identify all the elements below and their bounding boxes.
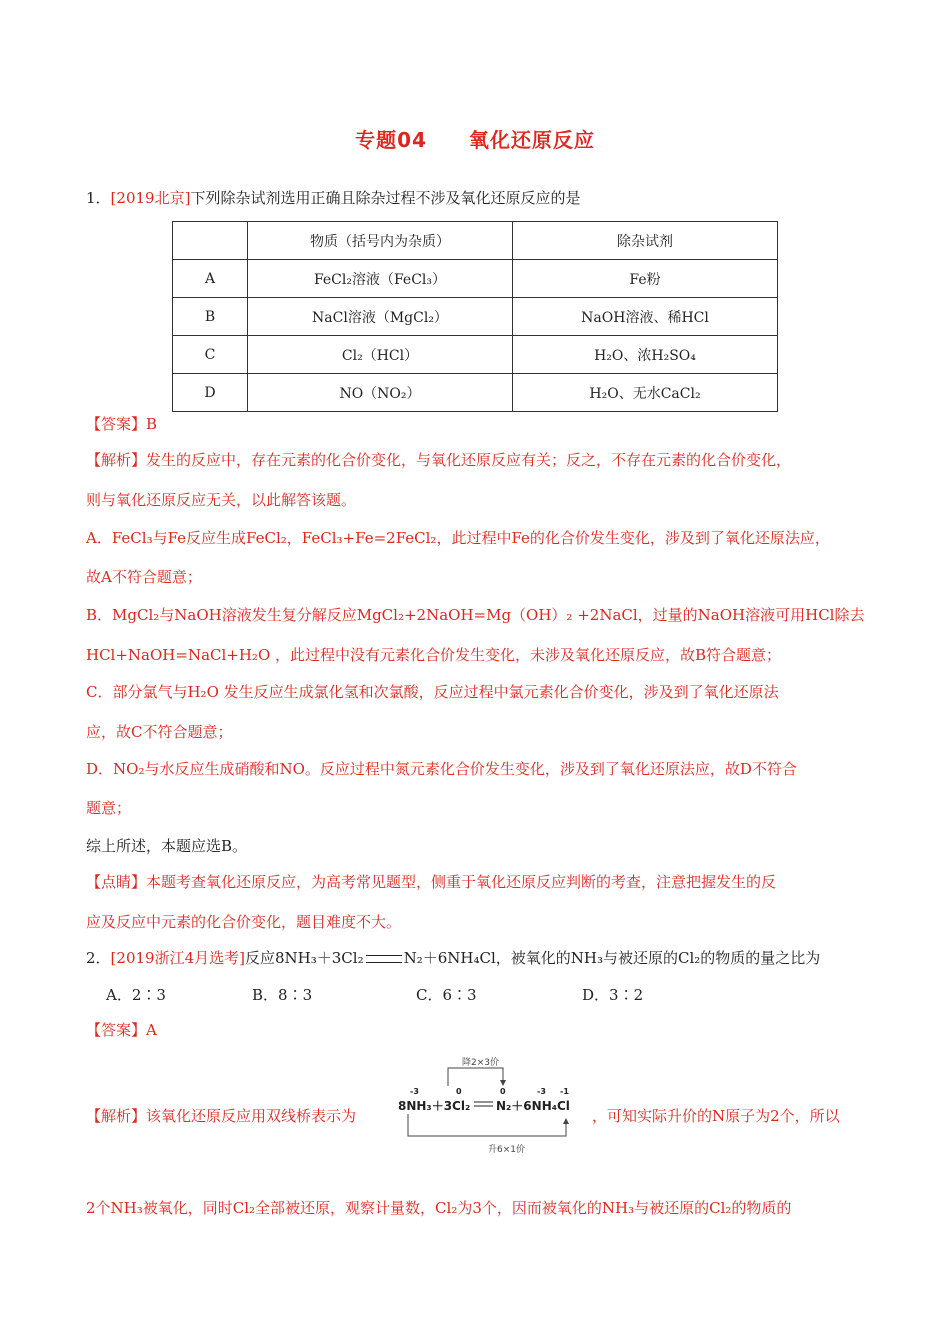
question-number: 2． — [86, 949, 111, 967]
ox-state-n: -3 — [410, 1087, 419, 1096]
option-a: A．2∶3 — [106, 986, 166, 1004]
ox-state-n-product: -3 — [537, 1087, 546, 1096]
table-header-cell — [173, 222, 248, 260]
reaction-equals-sign — [366, 955, 402, 963]
equation-right: N₂＋6NH₄Cl — [496, 1099, 570, 1113]
ox-state-cl: 0 — [456, 1087, 462, 1096]
answer-line-2 — [86, 1020, 157, 1040]
table-cell-substance: FeCl₂溶液（FeCl₃） — [248, 260, 513, 298]
comment-text: 本题考查氧化还原反应，为高考常见题型，侧重于氧化还原反应判断的考查，注意把握发生的反 — [146, 873, 777, 891]
option-a-explanation-cont: 故A不符合题意； — [86, 568, 202, 586]
comment-line-2: 应及反应中元素的化合价变化，题目难度不大。 — [86, 913, 402, 931]
table-cell-label: A — [173, 260, 248, 298]
comment-tag: 【点睛】 — [86, 873, 147, 891]
analysis-tag: 【解析】 — [86, 1107, 147, 1125]
analysis-line-q2-cont: ，可知实际升价的N原子为2个，所以 — [592, 1107, 840, 1125]
option-c-explanation-cont: 应，故C不符合题意； — [86, 723, 233, 741]
reduction-arrow-head — [500, 1080, 506, 1086]
summary: 综上所述，本题应选B。 — [86, 837, 248, 855]
table-cell-label: C — [173, 336, 248, 374]
oxidation-bracket — [408, 1114, 566, 1136]
table-cell-label: B — [173, 298, 248, 336]
table-header-row — [173, 222, 778, 260]
analysis-text: 发生的反应中，存在元素的化合价变化，与氧化还原反应有关；反之，不存在元素的化合价变化， — [146, 451, 792, 469]
redox-bridge-diagram — [396, 1056, 578, 1156]
question-text-part2: N₂＋6NH₄Cl，被氧化的NH₃与被还原的Cl₂的物质的量之比为 — [403, 949, 821, 967]
option-b-explanation-cont: HCl+NaOH=NaCl+H₂O ，此过程中没有元素化合价发生变化，未涉及氧化还原反应，故B符合题意； — [86, 646, 782, 664]
table-cell-reagent: Fe粉 — [513, 260, 778, 298]
reduction-label: 降2×3价 — [462, 1058, 499, 1068]
option-d-explanation-cont: 题意； — [86, 799, 132, 817]
answer-tag: 【答案】 — [86, 415, 147, 433]
table-row — [173, 298, 778, 336]
table-cell-substance: NO（NO₂） — [248, 374, 513, 412]
table-row — [173, 260, 778, 298]
ox-state-cl-product: -1 — [560, 1087, 569, 1096]
ox-state-n2: 0 — [500, 1087, 506, 1096]
table-cell-substance: Cl₂（HCl） — [248, 336, 513, 374]
table-cell-reagent: H₂O、无水CaCl₂ — [513, 374, 778, 412]
options-table — [172, 221, 778, 412]
question-source: [2019北京] — [110, 189, 191, 207]
comment-line-1 — [86, 872, 776, 892]
answer-line — [86, 414, 157, 434]
oxidation-label: 升6×1价 — [488, 1145, 525, 1155]
option-d-explanation: D．NO₂与水反应生成硝酸和NO。反应过程中氮元素化合价发生变化，涉及到了氧化还原法应，故D不符合 — [86, 760, 797, 778]
option-b-explanation: B．MgCl₂与NaOH溶液发生复分解反应MgCl₂+2NaOH=Mg（OH）₂ +2NaCl，过量的NaOH溶液可用HCl除去 — [86, 606, 865, 624]
analysis-line-q2 — [86, 1106, 356, 1126]
analysis-line-1 — [86, 450, 791, 470]
option-a-explanation: A．FeCl₃与Fe反应生成FeCl₂，FeCl₃+Fe=2FeCl₂，此过程中Fe的化合价发生变化，涉及到了氧化还原法应， — [86, 529, 830, 547]
answer-tag: 【答案】 — [86, 1021, 147, 1039]
option-d: D．3∶2 — [582, 986, 644, 1004]
table-header-cell: 除杂试剂 — [513, 222, 778, 260]
question-text-part1: 反应8NH₃＋3Cl₂ — [244, 949, 364, 967]
page-title: 专题04 氧化还原反应 — [355, 128, 595, 152]
question-2-stem — [86, 948, 820, 968]
reduction-bracket — [448, 1068, 503, 1086]
answer-value: A — [146, 1021, 157, 1039]
equation-left: 8NH₃＋3Cl₂ — [398, 1099, 471, 1113]
question-source: [2019浙江4月选考] — [110, 949, 245, 967]
equation-equals — [474, 1102, 493, 1106]
question-1-stem — [86, 188, 580, 208]
option-b: B．8∶3 — [252, 986, 313, 1004]
table-cell-label: D — [173, 374, 248, 412]
table-cell-substance: NaCl溶液（MgCl₂） — [248, 298, 513, 336]
question-text: 下列除杂试剂选用正确且除杂过程不涉及氧化还原反应的是 — [190, 189, 581, 207]
question-number: 1． — [86, 189, 111, 207]
option-c-explanation: C．部分氯气与H₂O 发生反应生成氯化氢和次氯酸，反应过程中氯元素化合价变化，涉及到了氧化还原法 — [86, 683, 779, 701]
answer-value: B — [146, 415, 158, 433]
analysis-line-2: 则与氧化还原反应无关，以此解答该题。 — [86, 491, 357, 509]
oxidation-arrow-head — [563, 1118, 569, 1124]
analysis-tag: 【解析】 — [86, 451, 147, 469]
table-row — [173, 374, 778, 412]
table-row — [173, 336, 778, 374]
table-header-cell: 物质（括号内为杂质） — [248, 222, 513, 260]
table-cell-reagent: H₂O、浓H₂SO₄ — [513, 336, 778, 374]
analysis-line-q2-2: 2个NH₃被氧化，同时Cl₂全部被还原，观察计量数，Cl₂为3个，因而被氧化的NH₃与被还原的Cl₂的物质的 — [86, 1199, 792, 1217]
option-c: C．6∶3 — [416, 986, 477, 1004]
table-cell-reagent: NaOH溶液、稀HCl — [513, 298, 778, 336]
analysis-text: 该氧化还原反应用双线桥表示为 — [146, 1107, 357, 1125]
